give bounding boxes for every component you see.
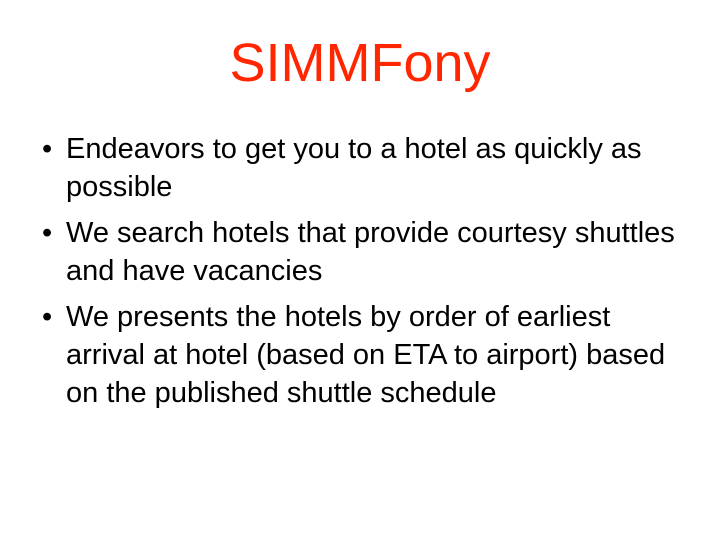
bullet-item	[42, 214, 676, 290]
bullet-icon: •	[42, 301, 53, 333]
bullet-text: We presents the hotels by order of earliest arrival at hotel (based on ETA to airport) based on the published shuttle schedule	[66, 301, 666, 409]
slide-title: SIMMFony	[229, 33, 491, 93]
bullet-item	[42, 130, 676, 206]
bullet-list	[42, 130, 676, 412]
bullet-item	[42, 298, 676, 412]
bullet-icon: •	[42, 217, 53, 249]
bullet-text: Endeavors to get you to a hotel as quickly as possible	[66, 133, 642, 203]
bullet-icon: •	[42, 133, 53, 165]
bullet-text: We search hotels that provide courtesy shuttles and have vacancies	[66, 217, 675, 287]
